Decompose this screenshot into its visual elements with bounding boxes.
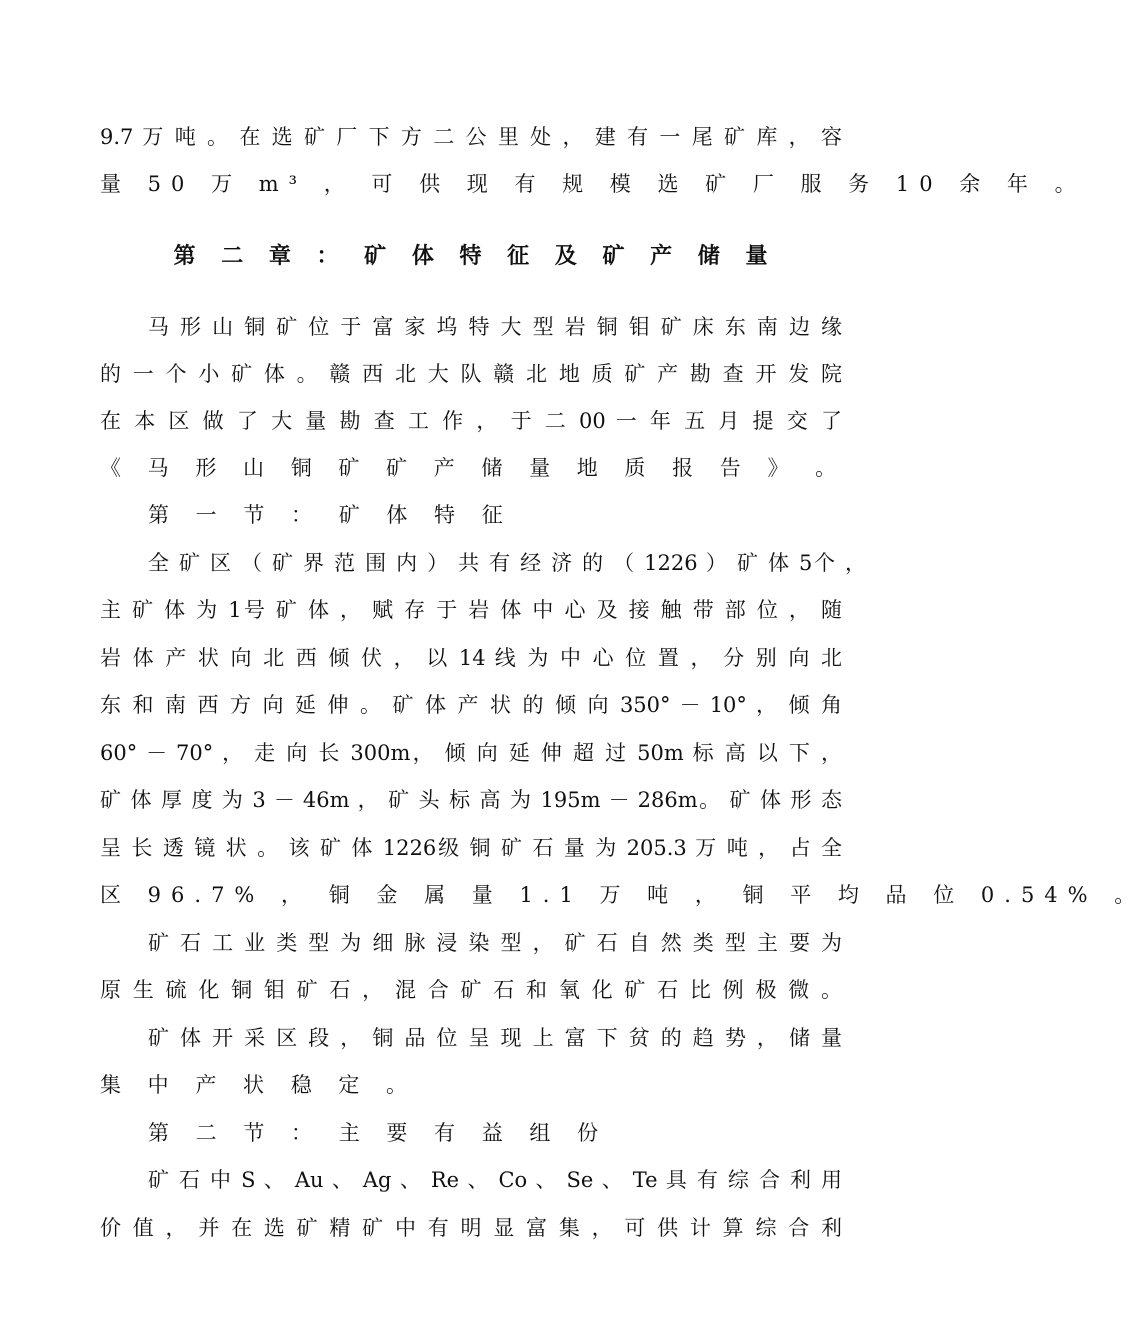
text-line: 原 生 硫 化 铜 钼 矿 石 ， 混 合 矿 石 和 氧 化 矿 石 比 例 极 微 。 (100, 978, 842, 1002)
text-line: 全 矿 区 （ 矿 界 范 围 内 ） 共 有 经 济 的 （ 1226 ） 矿 体 5个 ， (148, 551, 866, 575)
text-line: 量 50 万 m³ ， 可 供 现 有 规 模 选 矿 厂 服 务 10 余 年 。 (100, 172, 1086, 196)
text-line: 矿 石 中 S 、 Au 、 Ag 、 Re 、 Co 、 Se 、 Te 具 有 综 合 利 用 (148, 1168, 842, 1192)
chapter-heading: 第 二 章 ： 矿 体 特 征 及 矿 产 储 量 (173, 244, 777, 269)
text-line: 《 马 形 山 铜 矿 矿 产 储 量 地 质 报 告 》 。 (100, 456, 847, 480)
text-line: 的 一 个 小 矿 体 。 赣 西 北 大 队 赣 北 地 质 矿 产 勘 查 开 发 院 (100, 362, 842, 386)
text-line: 矿 石 工 业 类 型 为 细 脉 浸 染 型 ， 矿 石 自 然 类 型 主 要 为 (148, 931, 842, 955)
text-line: 主 矿 体 为 1号 矿 体 ， 赋 存 于 岩 体 中 心 及 接 触 带 部 位 ， 随 (100, 598, 842, 622)
section-heading: 第 二 节 ： 主 要 有 益 组 份 (148, 1121, 609, 1145)
text-line: 9.7 万 吨 。 在 选 矿 厂 下 方 二 公 里 处 ， 建 有 一 尾 矿 库 ， 容 (100, 125, 842, 149)
text-line: 在 本 区 做 了 大 量 勘 查 工 作 ， 于 二 00 一 年 五 月 提 交 了 (100, 409, 842, 433)
text-line: 矿 体 开 采 区 段 ， 铜 品 位 呈 现 上 富 下 贫 的 趋 势 ， 储 量 (148, 1026, 842, 1050)
text-line: 岩 体 产 状 向 北 西 倾 伏 ， 以 14 线 为 中 心 位 置 ， 分 别 向 北 (100, 646, 842, 670)
section-heading: 第 一 节 ： 矿 体 特 征 (148, 503, 513, 527)
text-line: 马 形 山 铜 矿 位 于 富 家 坞 特 大 型 岩 铜 钼 矿 床 东 南 边 缘 (148, 315, 842, 339)
text-line: 东 和 南 西 方 向 延 伸 。 矿 体 产 状 的 倾 向 350° － 10° ， 倾 角 (100, 693, 842, 717)
text-line: 矿 体 厚 度 为 3 － 46m ， 矿 头 标 高 为 195m － 286m。 矿 体 形 态 (100, 788, 842, 812)
text-line: 60° － 70° ， 走 向 长 300m， 倾 向 延 伸 超 过 50m 标 高 以 下 ， (100, 741, 842, 765)
text-line: 呈 长 透 镜 状 。 该 矿 体 1226级 铜 矿 石 量 为 205.3 万 吨 ， 占 全 (100, 836, 842, 860)
text-line: 价 值 ， 并 在 选 矿 精 矿 中 有 明 显 富 集 ， 可 供 计 算 综 合 利 (100, 1216, 842, 1240)
text-line: 区 96.7% ， 铜 金 属 量 1.1 万 吨 ， 铜 平 均 品 位 0.54% 。 (100, 883, 1145, 907)
text-line: 集 中 产 状 稳 定 。 (100, 1073, 418, 1097)
